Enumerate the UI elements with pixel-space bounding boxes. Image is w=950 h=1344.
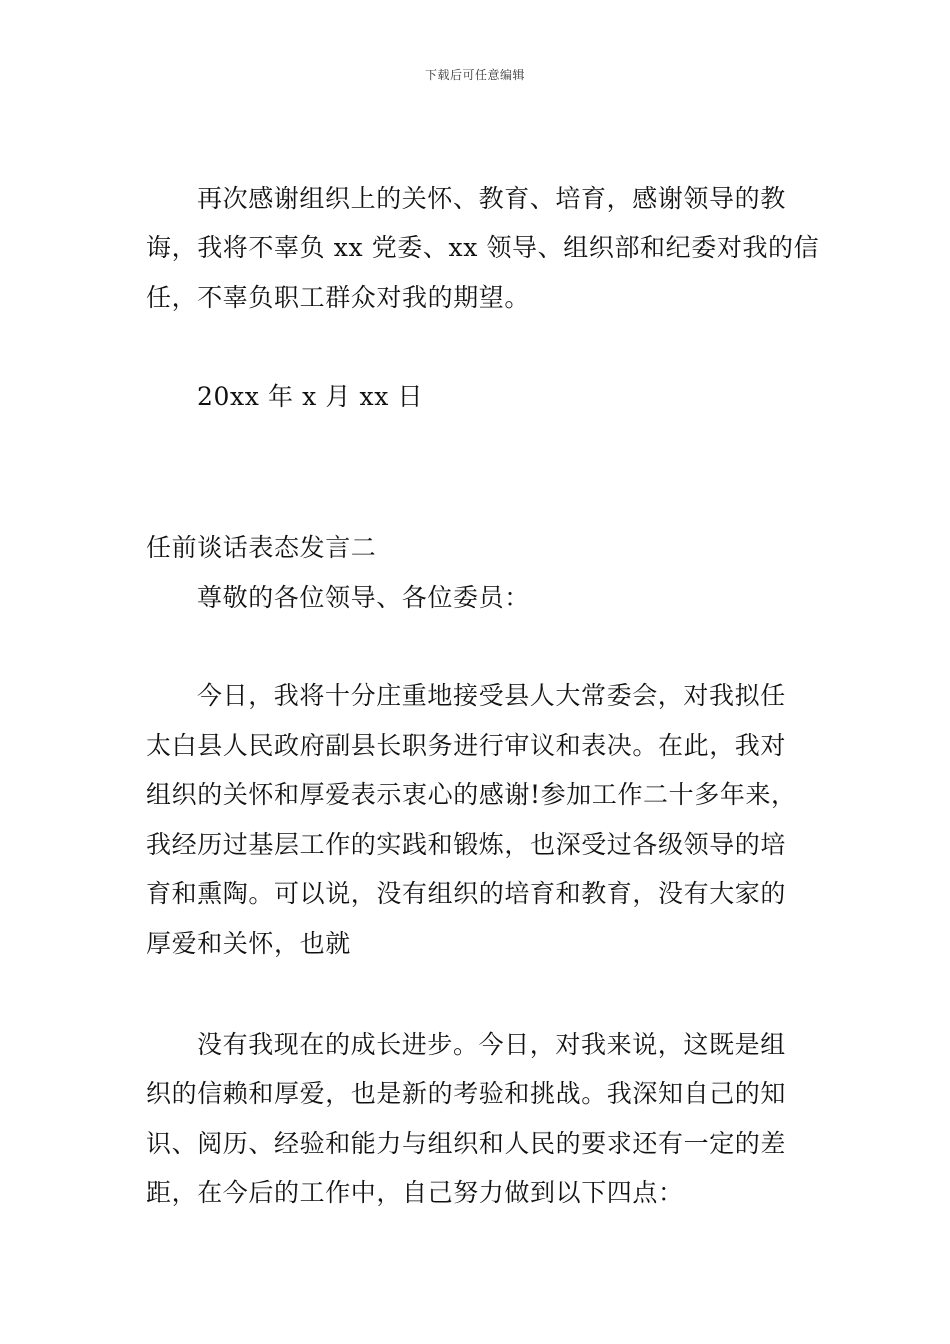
section-title: 任前谈话表态发言二 bbox=[146, 533, 377, 562]
date-line: 20xx 年 x 月 xx 日 bbox=[197, 382, 424, 411]
paragraph-1-line-2: 诲，我将不辜负 xx 党委、xx 领导、组织部和纪委对我的信 bbox=[146, 233, 820, 262]
paragraph-3-line-1: 没有我现在的成长进步。今日，对我来说，这既是组 bbox=[197, 1030, 786, 1059]
paragraph-2-line-4: 我经历过基层工作的实践和锻炼，也深受过各级领导的培 bbox=[146, 830, 787, 859]
paragraph-2-line-3: 组织的关怀和厚爱表示衷心的感谢!参加工作二十多年来， bbox=[146, 780, 797, 809]
paragraph-3-line-2: 织的信赖和厚爱，也是新的考验和挑战。我深知自己的知 bbox=[146, 1079, 787, 1108]
salutation: 尊敬的各位领导、各位委员： bbox=[197, 583, 530, 612]
header-note: 下载后可任意编辑 bbox=[424, 68, 525, 82]
paragraph-2-line-2: 太白县人民政府副县长职务进行审议和表决。在此，我对 bbox=[146, 731, 787, 760]
paragraph-1-line-3: 任，不辜负职工群众对我的期望。 bbox=[146, 283, 531, 312]
paragraph-2-line-6: 厚爱和关怀，也就 bbox=[146, 929, 351, 958]
paragraph-1-line-1: 再次感谢组织上的关怀、教育、培育，感谢领导的教 bbox=[197, 184, 786, 213]
paragraph-3-line-4: 距，在今后的工作中，自己努力做到以下四点： bbox=[146, 1178, 684, 1207]
paragraph-2-line-5: 育和熏陶。可以说，没有组织的培育和教育，没有大家的 bbox=[146, 879, 787, 908]
paragraph-3-line-3: 识、阅历、经验和能力与组织和人民的要求还有一定的差 bbox=[146, 1129, 787, 1158]
paragraph-2-line-1: 今日，我将十分庄重地接受县人大常委会，对我拟任 bbox=[197, 681, 786, 710]
